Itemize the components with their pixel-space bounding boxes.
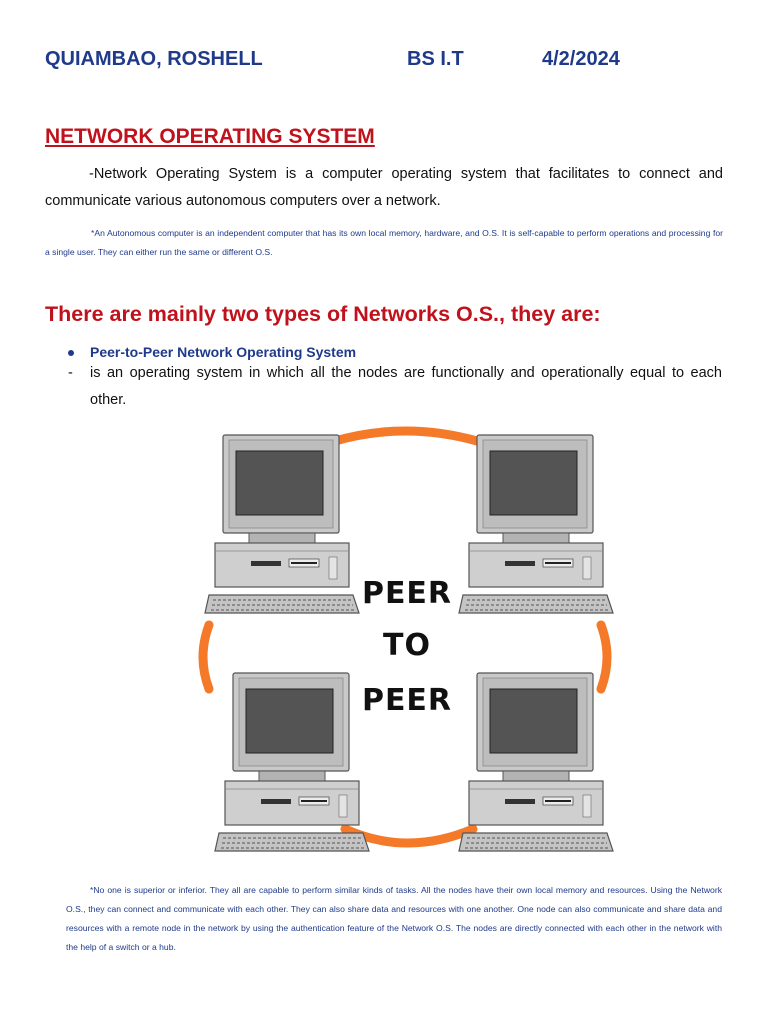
figure-line: PEER xyxy=(361,576,453,611)
document-header xyxy=(45,48,725,74)
section-title: NETWORK OPERATING SYSTEM xyxy=(45,125,375,148)
types-heading: There are mainly two types of Networks O.S., they are: xyxy=(45,302,601,326)
bullet-description-text: is an operating system in which all the nodes are functionally and operationally equal to each other. xyxy=(90,365,722,408)
student-name: QUIAMBAO, ROSHELL xyxy=(45,48,263,70)
document-date: 4/2/2024 xyxy=(542,48,620,70)
connection-ring xyxy=(335,431,477,441)
program: BS I.T xyxy=(407,48,464,70)
computer-icon xyxy=(205,435,359,613)
definition-paragraph: -Network Operating System is a computer operating system that facilitates to connect and communicate various autonomous computers over a network. xyxy=(45,166,723,209)
computer-icon xyxy=(459,435,613,613)
autonomous-footnote: *An Autonomous computer is an independent computer that has its own local memory, hardware, and O.S. It is self-capable to perform operations and processing for a single user. They can either run the same or different O.S. xyxy=(45,228,723,257)
peer-note: *No one is superior or inferior. They all are capable to perform similar kinds of tasks. All the nodes have their own local memory and resources. Using the Network O.S., they can connect and communicate with each other. They can also share data and resources with one another. One node can also communicate and share data and resources with a remote node in the network by using the authentication feature of the Network O.S. The nodes are directly connected with each other in the network with the help of a switch or a hub. xyxy=(66,885,722,952)
computer-icon xyxy=(459,673,613,851)
computer-icon xyxy=(215,673,369,851)
figure-line: PEER xyxy=(361,683,453,718)
bullet-dot-icon xyxy=(68,350,74,356)
figure-line: TO xyxy=(383,628,431,663)
bullet-label: Peer-to-Peer Network Operating System xyxy=(90,344,357,360)
peer-to-peer-diagram xyxy=(195,425,615,857)
dash-marker: - xyxy=(68,365,73,381)
